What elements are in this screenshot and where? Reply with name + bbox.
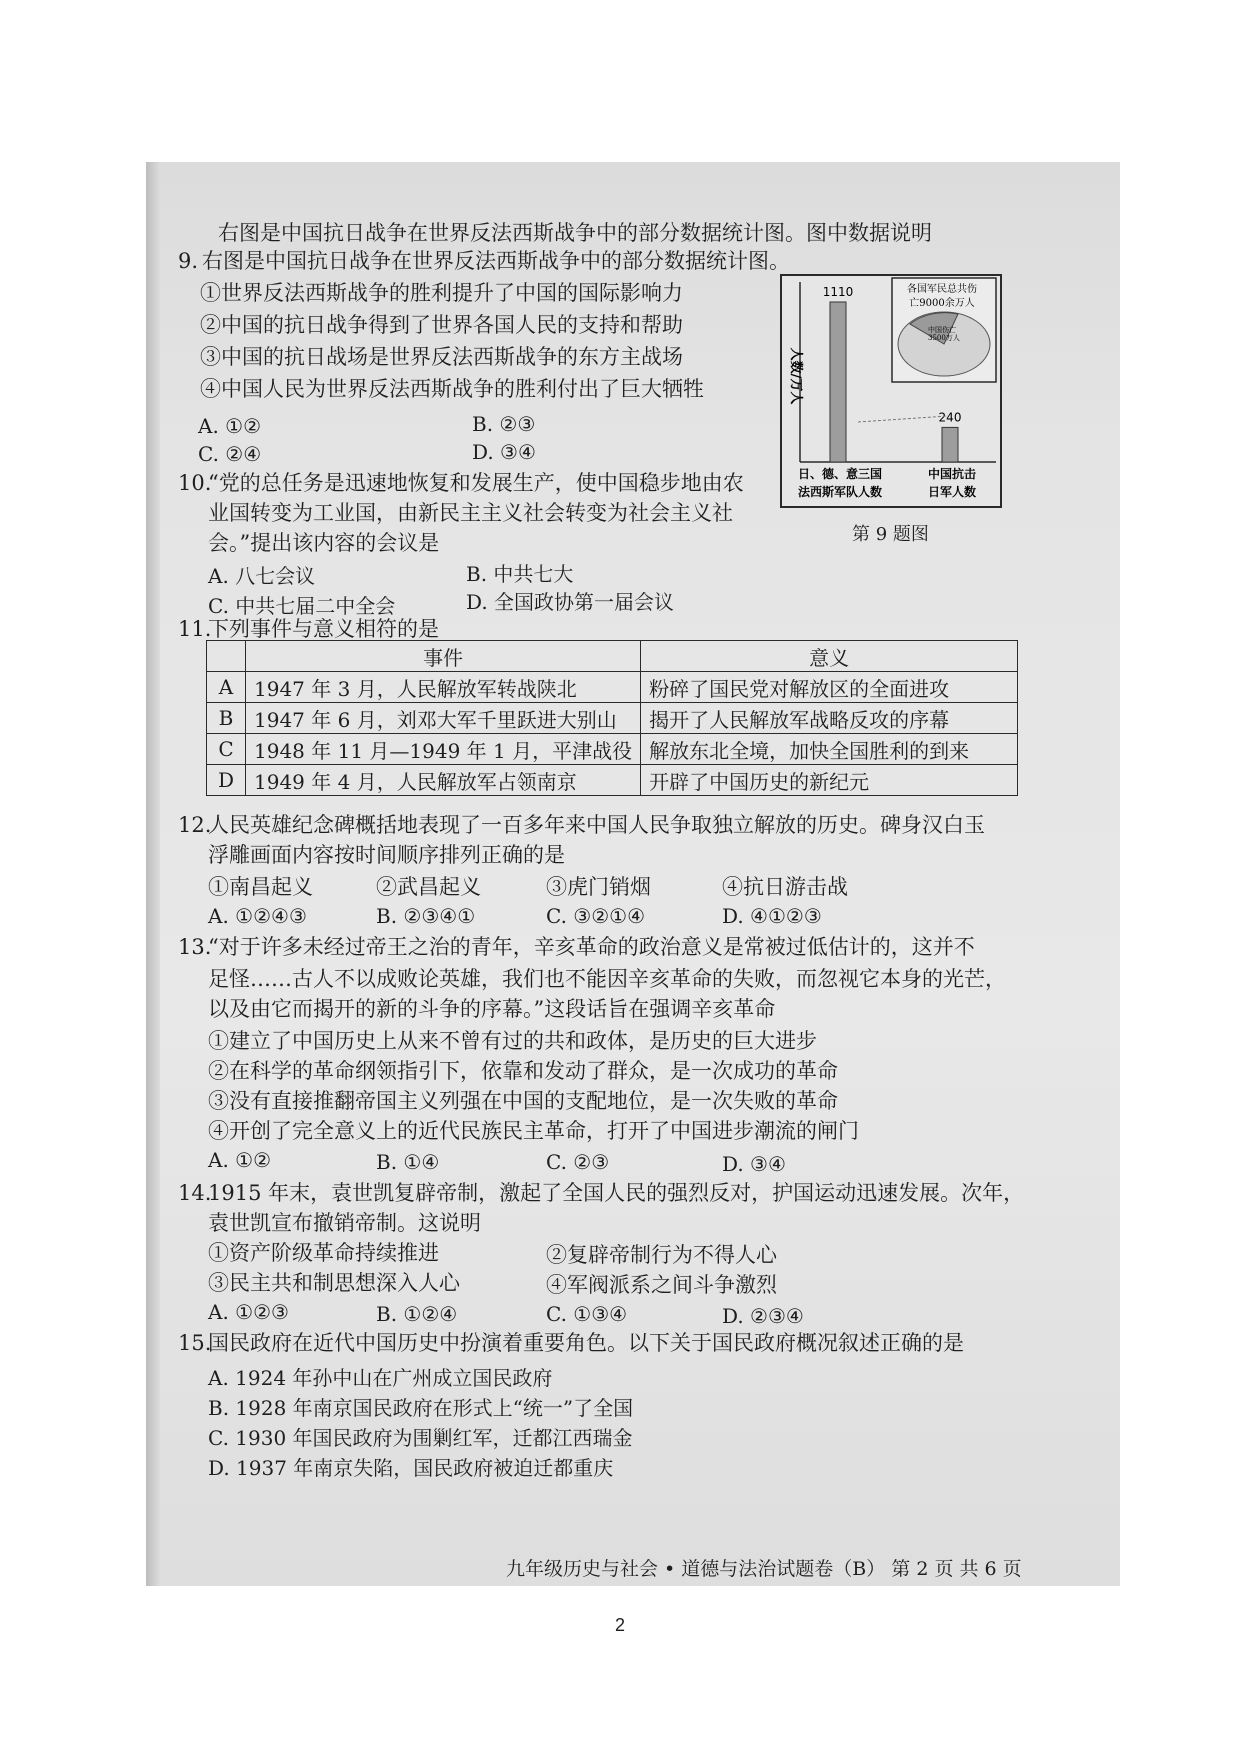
q14-item-1: ①资产阶级革命持续推进 [208,1241,439,1265]
row-event: 1947 年 6 月，刘邓大军千里跃进大别山 [246,703,641,734]
q12-number: 12. [178,813,212,837]
q9-option-b: B. ②③ [472,412,536,436]
row-event: 1949 年 4 月，人民解放军占领南京 [246,765,641,796]
q13-option-d: D. ③④ [722,1152,786,1176]
q15-option-a: A. 1924 年孙中山在广州成立国民政府 [208,1366,553,1390]
table-row [207,703,1018,734]
q10-option-d: D. 全国政协第一届会议 [466,590,675,614]
row-event: 1947 年 3 月，人民解放军转战陕北 [246,672,641,703]
q14-option-b: B. ①②④ [376,1302,458,1326]
row-meaning: 揭开了人民解放军战略反攻的序幕 [641,703,1018,734]
table-row [207,765,1018,796]
q9-option-d: D. ③④ [472,440,536,464]
q14-item-2: ②复辟帝制行为不得人心 [546,1243,777,1267]
q14-number: 14. [178,1181,212,1205]
q10-line3: 会。”提出该内容的会议是 [208,531,440,555]
q13-line1: “对于许多未经过帝王之治的青年，辛亥革命的政治意义是常被过低估计的，这并不 [208,935,975,959]
q10-number: 10. [178,471,212,495]
q15-option-c: C. 1930 年国民政府为围剿红军，迁都江西瑞金 [208,1426,633,1450]
table-header-row [207,641,1018,672]
q12-line2: 浮雕画面内容按时间顺序排列正确的是 [208,843,565,867]
q10-option-c: C. 中共七届二中全会 [208,594,396,618]
q13-item-2: ②在科学的革命纲领指引下，依靠和发动了群众，是一次成功的革命 [208,1059,838,1083]
pie-inner-line2: 3500万人 [928,334,960,342]
table-header-event: 事件 [246,641,641,672]
table-row [207,734,1018,765]
row-letter: A [207,672,246,703]
q13-option-c: C. ②③ [546,1150,610,1174]
q11-stem: 下列事件与意义相符的是 [208,617,439,641]
q9-intro-line1: 右图是中国抗日战争在世界反法西斯战争中的部分数据统计图。图中数据说明 [218,221,932,245]
q10-line2: 业国转变为工业国，由新民主主义社会转变为社会主义社 [208,501,733,525]
q12-option-d: D. ④①②③ [722,904,822,928]
q10-option-b: B. 中共七大 [466,562,574,586]
q13-line2: 足怪……古人不以成败论英雄，我们也不能因辛亥革命的失败，而忽视它本身的光芒， [208,967,1006,991]
row-event: 1948 年 11 月—1949 年 1 月，平津战役 [246,734,641,765]
q14-line2: 袁世凯宣布撤销帝制。这说明 [208,1211,481,1235]
pie-note-line2: 亡9000余万人 [909,298,975,309]
bar-1 [830,302,846,462]
q9-option-c: C. ②④ [198,442,262,466]
row-meaning: 粉碎了国民党对解放区的全面进攻 [641,672,1018,703]
q13-number: 13. [178,935,212,959]
q12-option-c: C. ③②①④ [546,904,646,928]
exam-footer: 九年级历史与社会 • 道德与法治试题卷（B） 第 2 页 共 6 页 [506,1558,1022,1580]
q14-line1: 1915 年末，袁世凯复辟帝制，激起了全国人民的强烈反对，护国运动迅速发展。次年， [208,1181,1025,1205]
row-letter: C [207,734,246,765]
q9-item-1: ①世界反法西斯战争的胜利提升了中国的国际影响力 [200,281,683,305]
q9-figure-caption: 第 9 题图 [852,524,929,545]
q13-line3: 以及由它而揭开的新的斗争的序幕。”这段话旨在强调辛亥革命 [208,997,776,1021]
q13-item-3: ③没有直接推翻帝国主义列强在中国的支配地位，是一次失败的革命 [208,1089,838,1113]
page-number: 2 [614,1615,625,1635]
q9-intro-line2: 右图是中国抗日战争在世界反法西斯战争中的部分数据统计图。 [202,249,790,273]
bar1-label-line2: 法西斯军队人数 [797,485,883,499]
q12-option-a: A. ①②④③ [208,904,307,928]
bar2-label-line2: 日军人数 [927,485,977,499]
table-row [207,672,1018,703]
q15-option-b: B. 1928 年南京国民政府在形式上“统一”了全国 [208,1396,634,1420]
q12-line1: 人民英雄纪念碑概括地表现了一百多年来中国人民争取独立解放的历史。碑身汉白玉 [208,813,985,837]
bar-1-value-label: 1110 [822,285,854,299]
row-meaning: 开辟了中国历史的新纪元 [641,765,1018,796]
q12-item-2: ②武昌起义 [376,875,481,899]
bar1-label-line1: 日、德、意三国 [797,467,883,481]
q13-item-1: ①建立了中国历史上从来不曾有过的共和政体，是历史的巨大进步 [208,1029,817,1053]
pie-inner-line1: 中国伤亡 [928,326,956,334]
q13-option-b: B. ①④ [376,1150,440,1174]
q12-item-1: ①南昌起义 [208,875,313,899]
q11-number: 11. [178,617,212,641]
q14-option-c: C. ①③④ [546,1302,628,1326]
bar-2 [942,427,958,462]
q12-option-b: B. ②③④① [376,904,476,928]
q10-line1: “党的总任务是迅速地恢复和发展生产，使中国稳步地由农 [208,471,744,495]
q9-bar-chart [782,276,1000,506]
q12-item-3: ③虎门销烟 [546,875,651,899]
q10-option-a: A. 八七会议 [208,564,316,588]
q14-option-d: D. ②③④ [722,1304,804,1328]
q11-table [206,640,1018,796]
q12-item-4: ④抗日游击战 [722,875,848,899]
q9-number: 9. [178,249,199,273]
q15-number: 15. [178,1331,212,1355]
q14-option-a: A. ①②③ [208,1300,289,1324]
row-letter: B [207,703,246,734]
pie-note-line1: 各国军民总共伤 [907,284,977,295]
q9-item-3: ③中国的抗日战场是世界反法西斯战争的东方主战场 [200,345,683,369]
y-axis-label: 人数/万人 [788,347,803,405]
scanned-exam-photo [146,162,1120,1586]
q9-item-4: ④中国人民为世界反法西斯战争的胜利付出了巨大牺牲 [200,377,704,401]
bar2-label-line1: 中国抗击 [927,467,977,481]
bar-2-value-label: 240 [938,410,962,425]
q13-item-4: ④开创了完全意义上的近代民族民主革命，打开了中国进步潮流的闸门 [208,1119,859,1143]
q15-stem: 国民政府在近代中国历史中扮演着重要角色。以下关于国民政府概况叙述正确的是 [208,1331,964,1355]
comparison-line [858,416,948,422]
q13-option-a: A. ①② [208,1148,272,1172]
photo-shadow-edge [146,162,160,1586]
row-letter: D [207,765,246,796]
q15-option-d: D. 1937 年南京失陷，国民政府被迫迁都重庆 [208,1456,614,1480]
q9-item-2: ②中国的抗日战争得到了世界各国人民的支持和帮助 [200,313,683,337]
q9-figure [780,274,1002,508]
row-meaning: 解放东北全境，加快全国胜利的到来 [641,734,1018,765]
table-header-meaning: 意义 [641,641,1018,672]
q9-option-a: A. ①② [198,414,262,438]
q14-item-4: ④军阀派系之间斗争激烈 [546,1273,777,1297]
q14-item-3: ③民主共和制思想深入人心 [208,1271,460,1295]
